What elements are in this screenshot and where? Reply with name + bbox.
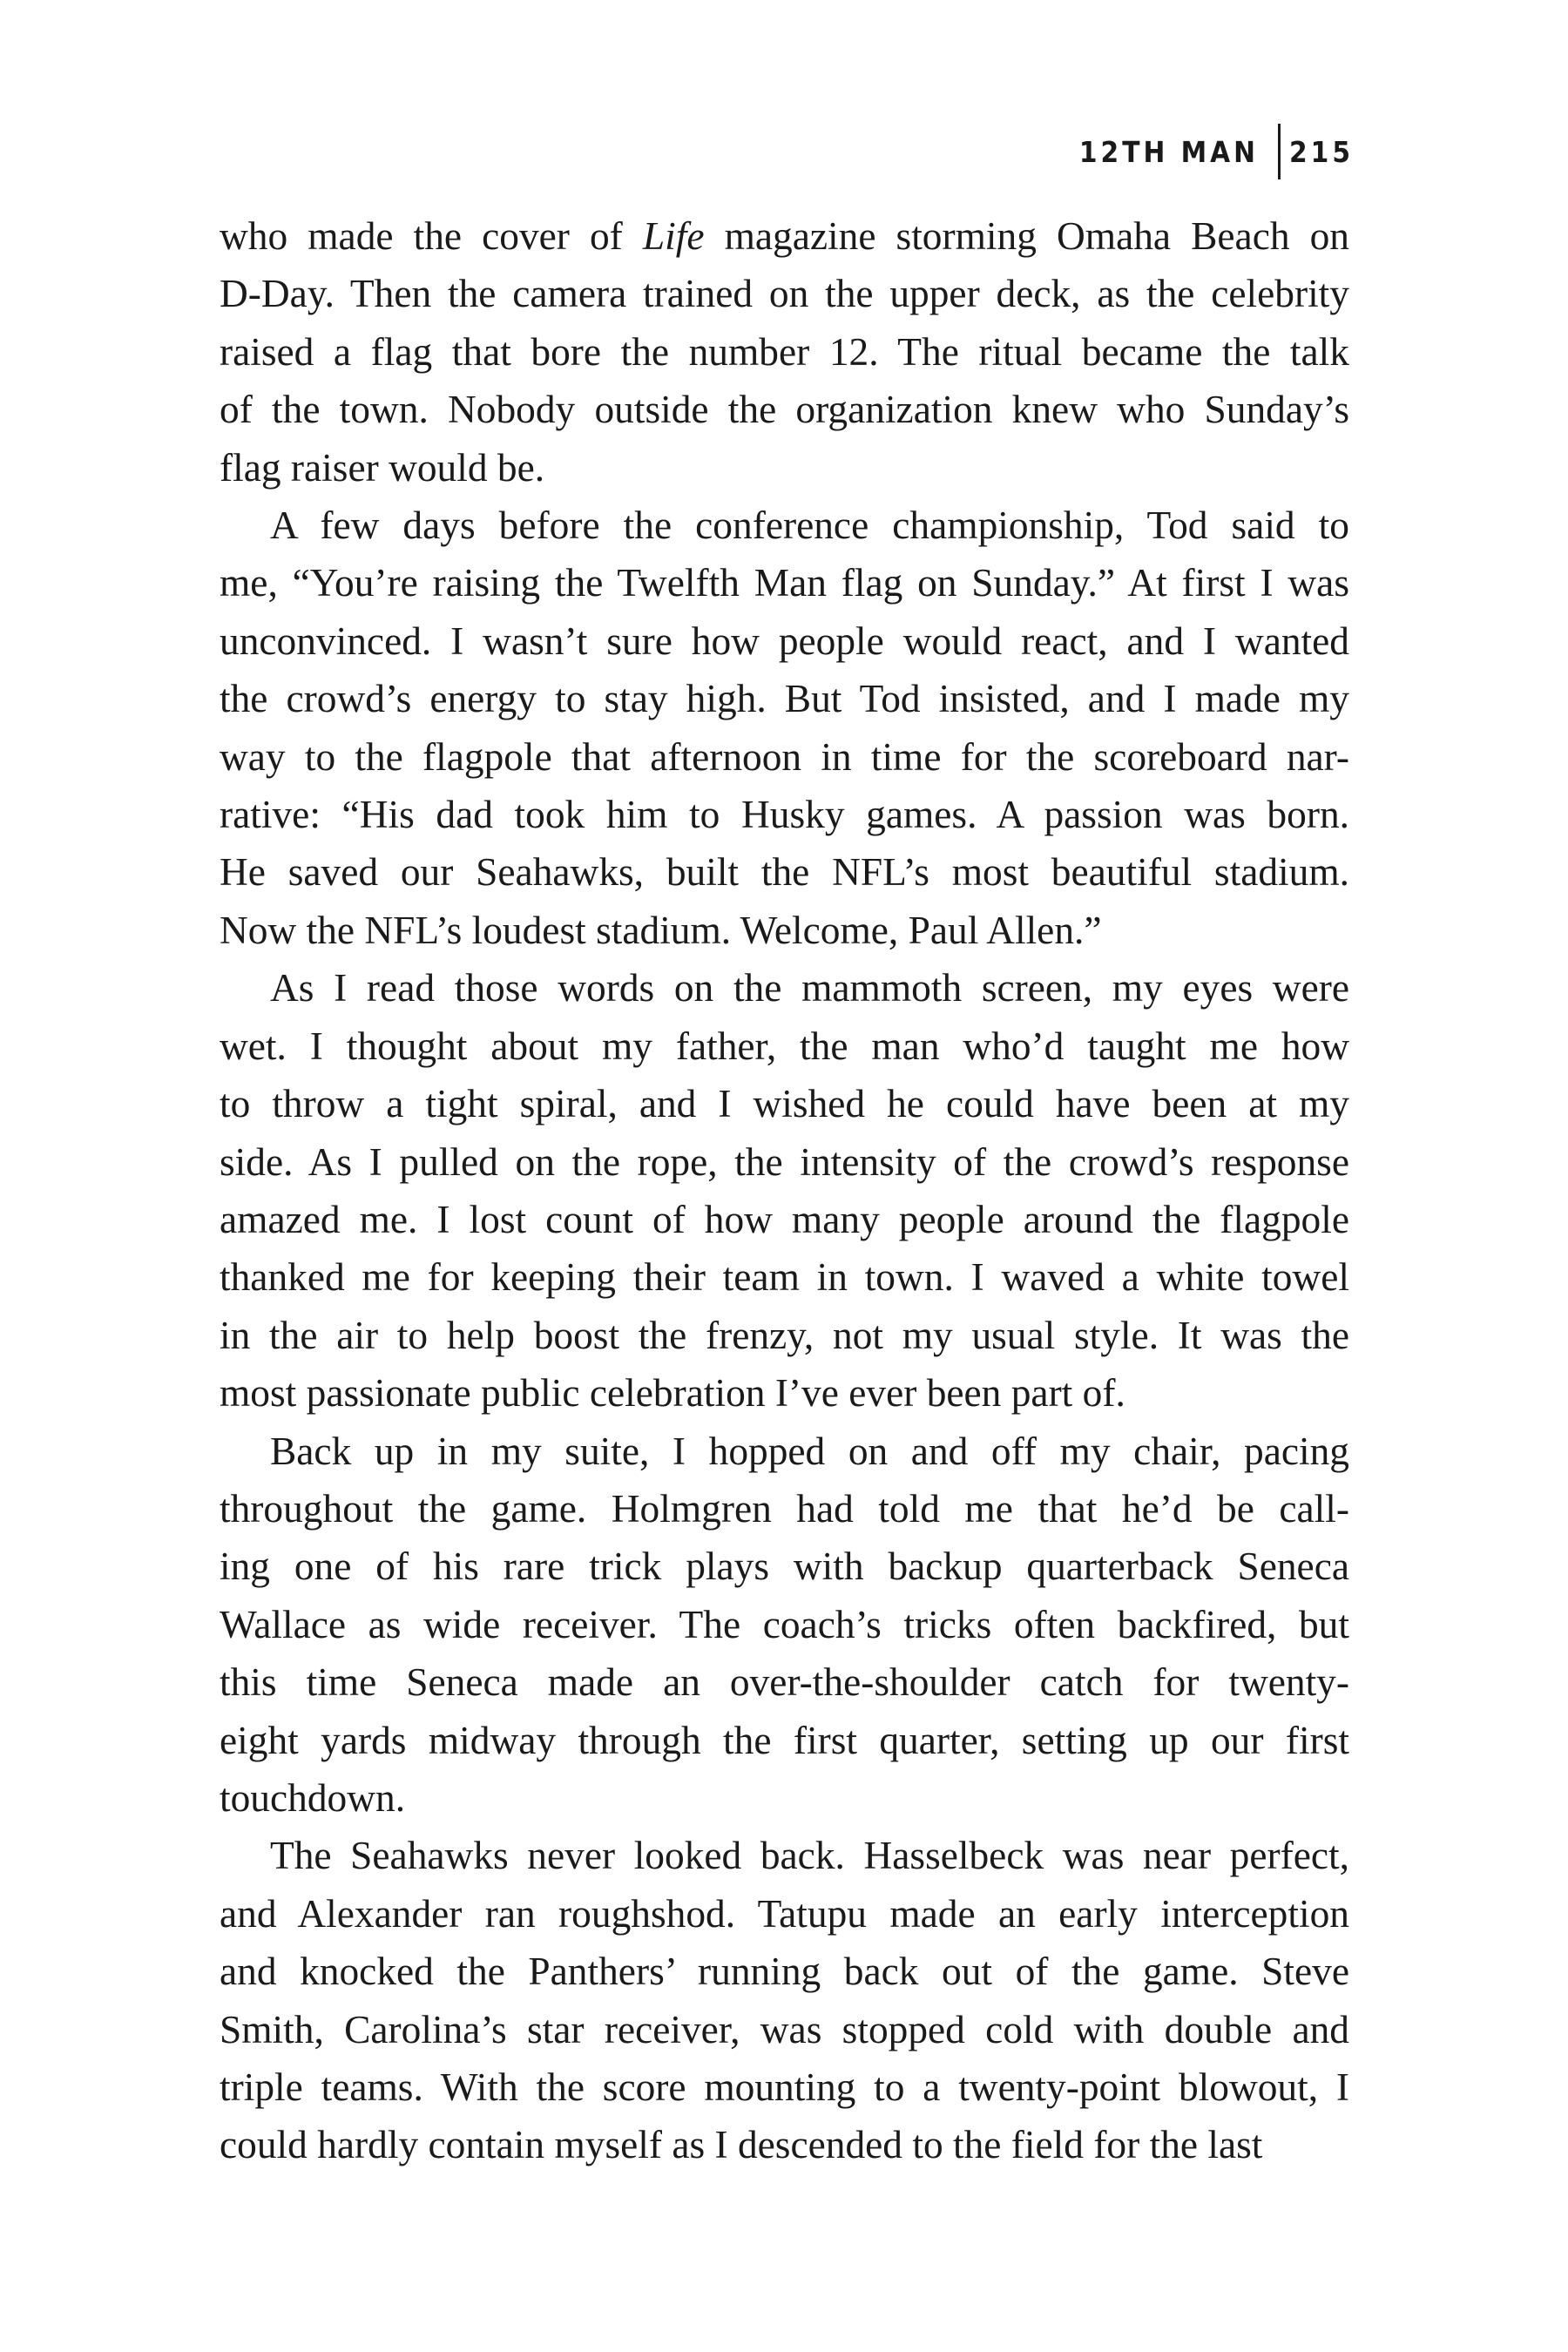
header-divider [1278, 124, 1281, 179]
running-head [1079, 127, 1354, 176]
text-line [220, 381, 1349, 438]
text-run: touchdown. [220, 1775, 406, 1820]
text-run: Smith, Carolina’s star receiver, was stopped cold with double and [220, 2007, 1349, 2051]
text-line [220, 902, 1349, 959]
text-line [220, 1191, 1349, 1248]
text-run: eight yards midway through the first quarter, setting up our first [220, 1718, 1349, 1762]
text-run: way to the flagpole that afternoon in time for the scoreboard nar- [220, 734, 1349, 779]
text-line [220, 1017, 1349, 1075]
text-run: throughout the game. Holmgren had told me that he’d be call- [220, 1486, 1349, 1531]
text-line [220, 1769, 1349, 1827]
text-line [220, 1827, 1349, 1884]
text-run: me, “You’re raising the Twelfth Man flag on Sunday.” At first I was [220, 561, 1349, 605]
text-run: in the air to help boost the frenzy, not my usual style. It was the [220, 1313, 1349, 1357]
text-run: D-Day. Then the camera trained on the upper deck, as the celebrity [220, 272, 1349, 316]
text-line [220, 1133, 1349, 1191]
text-run: wet. I thought about my father, the man who’d taught me how [220, 1024, 1349, 1068]
text-line [220, 612, 1349, 670]
text-line [220, 1423, 1349, 1480]
text-line [220, 1943, 1349, 2000]
text-line [220, 323, 1349, 381]
text-line [220, 843, 1349, 901]
text-run: The Seahawks never looked back. Hasselbeck was near perfect, [270, 1834, 1349, 1878]
text-run: and knocked the Panthers’ running back out of the game. Steve [220, 1950, 1349, 1994]
text-run: Back up in my suite, I hopped on and off my chair, pacing [270, 1429, 1349, 1473]
text-line [220, 1653, 1349, 1711]
text-line [220, 265, 1349, 322]
text-run: As I read those words on the mammoth screen, my eyes were [270, 966, 1349, 1010]
paragraph [220, 959, 1349, 1422]
text-run: to throw a tight spiral, and I wished he could have been at my [220, 1082, 1349, 1126]
page-number: 215 [1289, 134, 1354, 169]
text-run: rative: “His dad took him to Husky games. A passion was born. [220, 793, 1349, 837]
text-run: the crowd’s energy to stay high. But Tod insisted, and I made my [220, 677, 1349, 721]
italic-title: Life [642, 214, 705, 258]
paragraph [220, 1827, 1349, 2173]
text-run: this time Seneca made an over-the-shoulder catch for twenty- [220, 1660, 1349, 1705]
text-run: He saved our Seahawks, built the NFL’s most beautiful stadium. [220, 850, 1349, 895]
chapter-title: 12TH MAN [1078, 134, 1260, 169]
paragraph [220, 1423, 1349, 1828]
text-run: thanked me for keeping their team in town. I waved a white towel [220, 1255, 1349, 1300]
text-run: A few days before the conference championship, Tod said to [270, 504, 1349, 548]
text-run: magazine storming Omaha Beach on [704, 214, 1349, 258]
text-run: raised a flag that bore the number 12. The ritual became the talk [220, 329, 1349, 374]
text-line [220, 1248, 1349, 1306]
text-line [220, 1364, 1349, 1422]
text-line [220, 2001, 1349, 2058]
body-text [220, 207, 1349, 2174]
text-line [220, 1712, 1349, 1769]
text-run: and Alexander ran roughshod. Tatupu made an early interception [220, 1891, 1349, 1936]
text-line [220, 207, 1349, 265]
text-run: most passionate public celebration I’ve ever been part of. [220, 1371, 1125, 1416]
paragraph [220, 207, 1349, 497]
text-line [220, 554, 1349, 612]
text-run: unconvinced. I wasn’t sure how people would react, and I wanted [220, 618, 1349, 663]
text-line [220, 2116, 1349, 2173]
text-line [220, 1538, 1349, 1595]
text-line [220, 786, 1349, 843]
text-run: triple teams. With the score mounting to a twenty-point blowout, I [220, 2065, 1349, 2109]
text-line [220, 728, 1349, 786]
text-line [220, 959, 1349, 1017]
text-run: of the town. Nobody outside the organization knew who Sunday’s [220, 388, 1349, 432]
paragraph [220, 497, 1349, 959]
text-line [220, 497, 1349, 554]
text-line [220, 670, 1349, 727]
text-line [220, 1480, 1349, 1538]
text-line [220, 1885, 1349, 1943]
text-run: Wallace as wide receiver. The coach’s tricks often backfired, but [220, 1602, 1349, 1646]
text-run: flag raiser would be. [220, 445, 545, 490]
text-line [220, 2058, 1349, 2116]
text-run: Now the NFL’s loudest stadium. Welcome, Paul Allen.” [220, 908, 1102, 952]
text-run: amazed me. I lost count of how many people around the flagpole [220, 1197, 1349, 1241]
text-run: side. As I pulled on the rope, the intensity of the crowd’s response [220, 1139, 1349, 1184]
text-run: could hardly contain myself as I descended to the field for the last [220, 2123, 1263, 2167]
text-line [220, 439, 1349, 497]
text-line [220, 1596, 1349, 1653]
text-run: who made the cover of [220, 214, 643, 258]
text-run: ing one of his rare trick plays with backup quarterback Seneca [220, 1544, 1349, 1589]
text-line [220, 1307, 1349, 1364]
text-line [220, 1075, 1349, 1132]
